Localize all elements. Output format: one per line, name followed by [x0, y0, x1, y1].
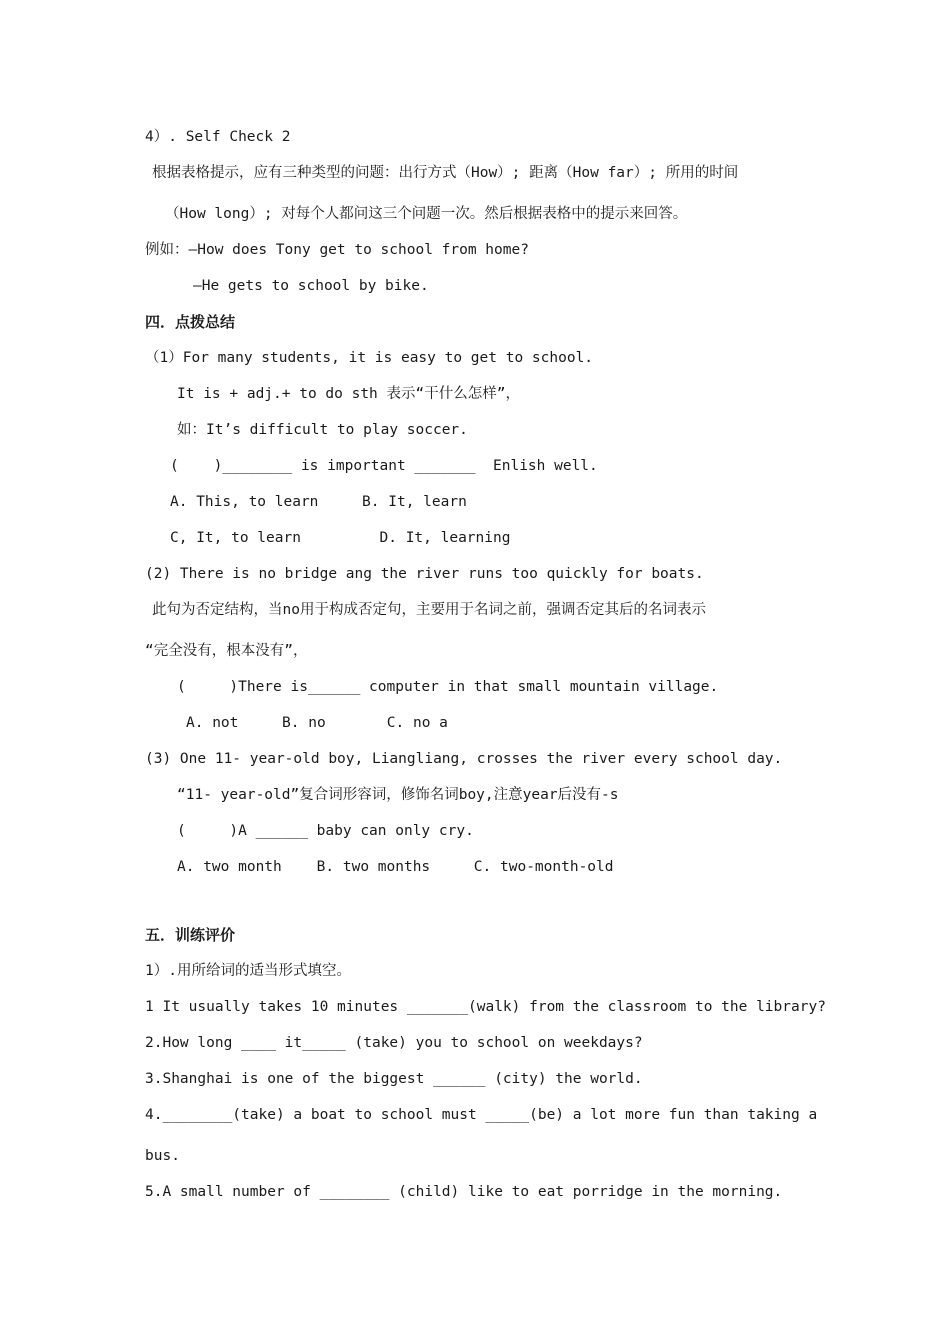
point-2-options: A. not B. no C. no a: [186, 715, 448, 731]
section-4-heading: 四．点拨总结: [145, 313, 236, 331]
exercise-instruction: 1）.用所给词的适当形式填空。: [145, 963, 351, 979]
self-check-title: 4）. Self Check 2: [145, 129, 291, 145]
exercise-item-continued: bus.: [145, 1148, 180, 1164]
exercise-item: 2.How long ____ it_____ (take) you to school on weekdays?: [145, 1035, 643, 1051]
point-2-explain-2: “完全没有，根本没有”，: [145, 643, 308, 659]
exercise-item: 3.Shanghai is one of the biggest ______ (city) the world.: [145, 1071, 643, 1087]
exercise-item: 4.________(take) a boat to school must _____(be) a lot more fun than taking a: [145, 1107, 818, 1123]
point-1-options-cd: C, It, to learn D. It, learning: [170, 530, 511, 546]
point-1-question: ( )________ is important _______ Enlish well.: [170, 458, 598, 474]
point-2-sentence: (2) There is no bridge ang the river runs too quickly for boats.: [145, 566, 704, 582]
hint-line-2: （How long）; 对每个人都问这三个问题一次。然后根据表格中的提示来回答。: [165, 206, 688, 222]
point-1-sentence: （1）For many students, it is easy to get to school.: [145, 350, 594, 366]
point-1-example: 如：It’s difficult to play soccer.: [177, 422, 468, 438]
section-5-heading: 五．训练评价: [145, 926, 236, 944]
hint-line-1: 根据表格提示，应有三种类型的问题：出行方式（How）; 距离（How far）; 所用的时间: [152, 165, 739, 181]
exercise-item: 1 It usually takes 10 minutes _______(walk) from the classroom to the library?: [145, 999, 826, 1015]
point-3-options: A. two month B. two months C. two-month-old: [177, 859, 614, 875]
point-3-explain: “11- year-old”复合词形容词，修饰名词boy,注意year后没有-s: [177, 787, 619, 803]
point-3-question: ( )A ______ baby can only cry.: [177, 823, 474, 839]
point-1-rule: It is + adj.+ to do sth 表示“干什么怎样”，: [177, 386, 520, 402]
point-1-options-ab: A. This, to learn B. It, learn: [170, 494, 467, 510]
point-2-question: ( )There is______ computer in that small mountain village.: [177, 679, 719, 695]
point-2-explain-1: 此句为否定结构，当no用于构成否定句，主要用于名词之前，强调否定其后的名词表示: [152, 602, 706, 618]
example-answer: —He gets to school by bike.: [193, 278, 429, 294]
exercise-item: 5.A small number of ________ (child) like to eat porridge in the morning.: [145, 1184, 783, 1200]
example-question: 例如：—How does Tony get to school from home?: [145, 242, 529, 258]
point-3-sentence: (3) One 11- year-old boy, Liangliang, crosses the river every school day.: [145, 751, 783, 767]
